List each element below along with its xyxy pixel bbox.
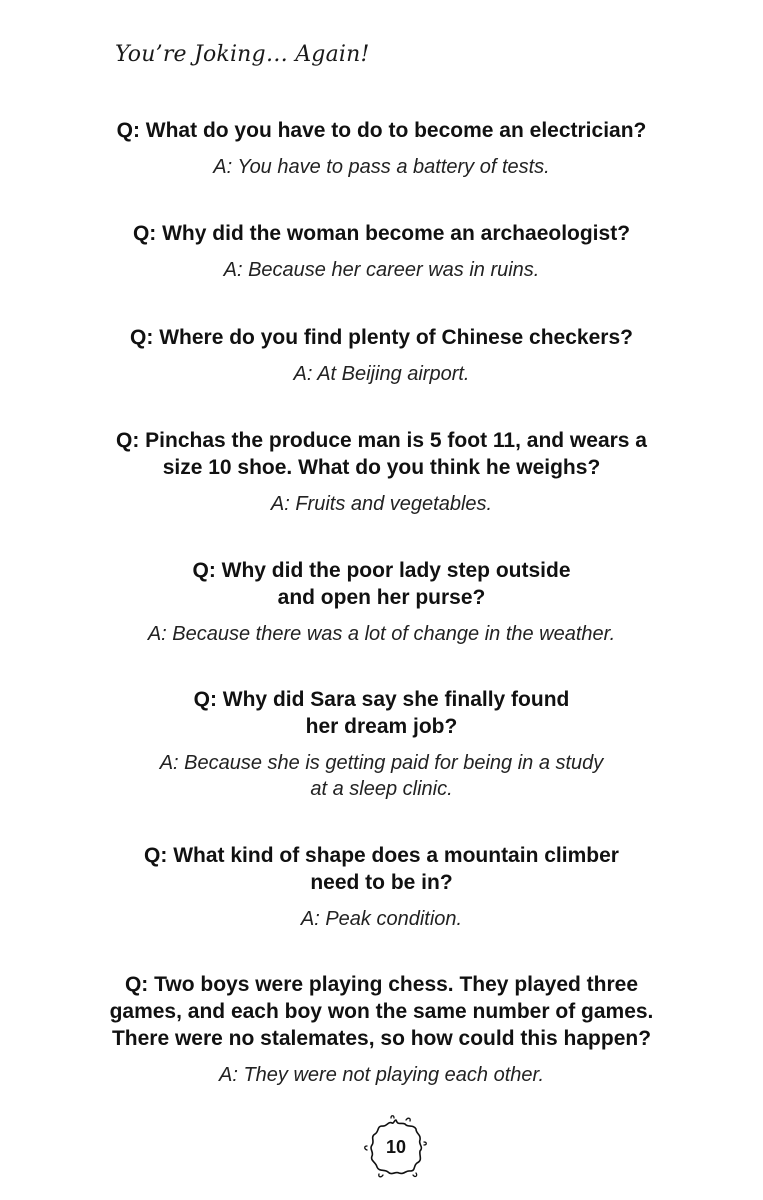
joke-item [60, 557, 703, 647]
joke-question-line: size 10 shoe. What do you think he weighs? [162, 456, 601, 479]
joke-question [60, 557, 703, 611]
joke-question [60, 971, 703, 1052]
page-number-badge [361, 1112, 431, 1182]
page-number: 10 [385, 1137, 407, 1157]
joke-question: Q: Where do you find plenty of Chinese checkers? [130, 326, 633, 349]
joke-question-line: Q: Pinchas the produce man is 5 foot 11, and wears a [116, 429, 647, 452]
joke-question [60, 842, 703, 896]
joke-item [60, 220, 703, 283]
joke-answer: A: At Beijing airport. [293, 363, 470, 385]
joke-answer-line: A: Because she is getting paid for being in a study [159, 752, 604, 774]
joke-question-line: Q: Why did the poor lady step outside [192, 559, 571, 582]
joke-item [60, 971, 703, 1088]
joke-item [60, 842, 703, 932]
joke-question: Q: What do you have to do to become an electrician? [116, 119, 647, 142]
running-head-title: You’re Joking… Again! [115, 42, 370, 67]
joke-question [60, 686, 703, 740]
joke-question-line: Q: Why did Sara say she finally found [193, 688, 570, 711]
joke-question-line: games, and each boy won the same number of games. [109, 1000, 654, 1023]
joke-question-line: and open her purse? [277, 586, 486, 609]
joke-answer-line: at a sleep clinic. [310, 778, 453, 800]
joke-answer: A: Fruits and vegetables. [270, 493, 493, 515]
joke-question: Q: Why did the woman become an archaeologist? [132, 222, 631, 245]
joke-question-line: her dream job? [305, 715, 458, 738]
joke-answer: A: They were not playing each other. [219, 1064, 544, 1086]
joke-question-line: There were no stalemates, so how could this happen? [111, 1027, 652, 1050]
joke-question-line: Q: What kind of shape does a mountain climber [144, 844, 619, 867]
joke-answer: A: Because her career was in ruins. [223, 259, 540, 281]
joke-item [60, 324, 703, 387]
joke-answer: A: Peak condition. [300, 908, 463, 930]
joke-answer: A: Because there was a lot of change in the weather. [147, 623, 616, 645]
joke-answer: A: You have to pass a battery of tests. [213, 156, 550, 178]
joke-item [60, 427, 703, 517]
joke-item [60, 117, 703, 180]
joke-question-line: Q: Two boys were playing chess. They played three [124, 973, 639, 996]
joke-question-line: need to be in? [310, 871, 453, 894]
joke-answer [60, 750, 703, 802]
joke-item [60, 686, 703, 802]
joke-question [60, 427, 703, 481]
